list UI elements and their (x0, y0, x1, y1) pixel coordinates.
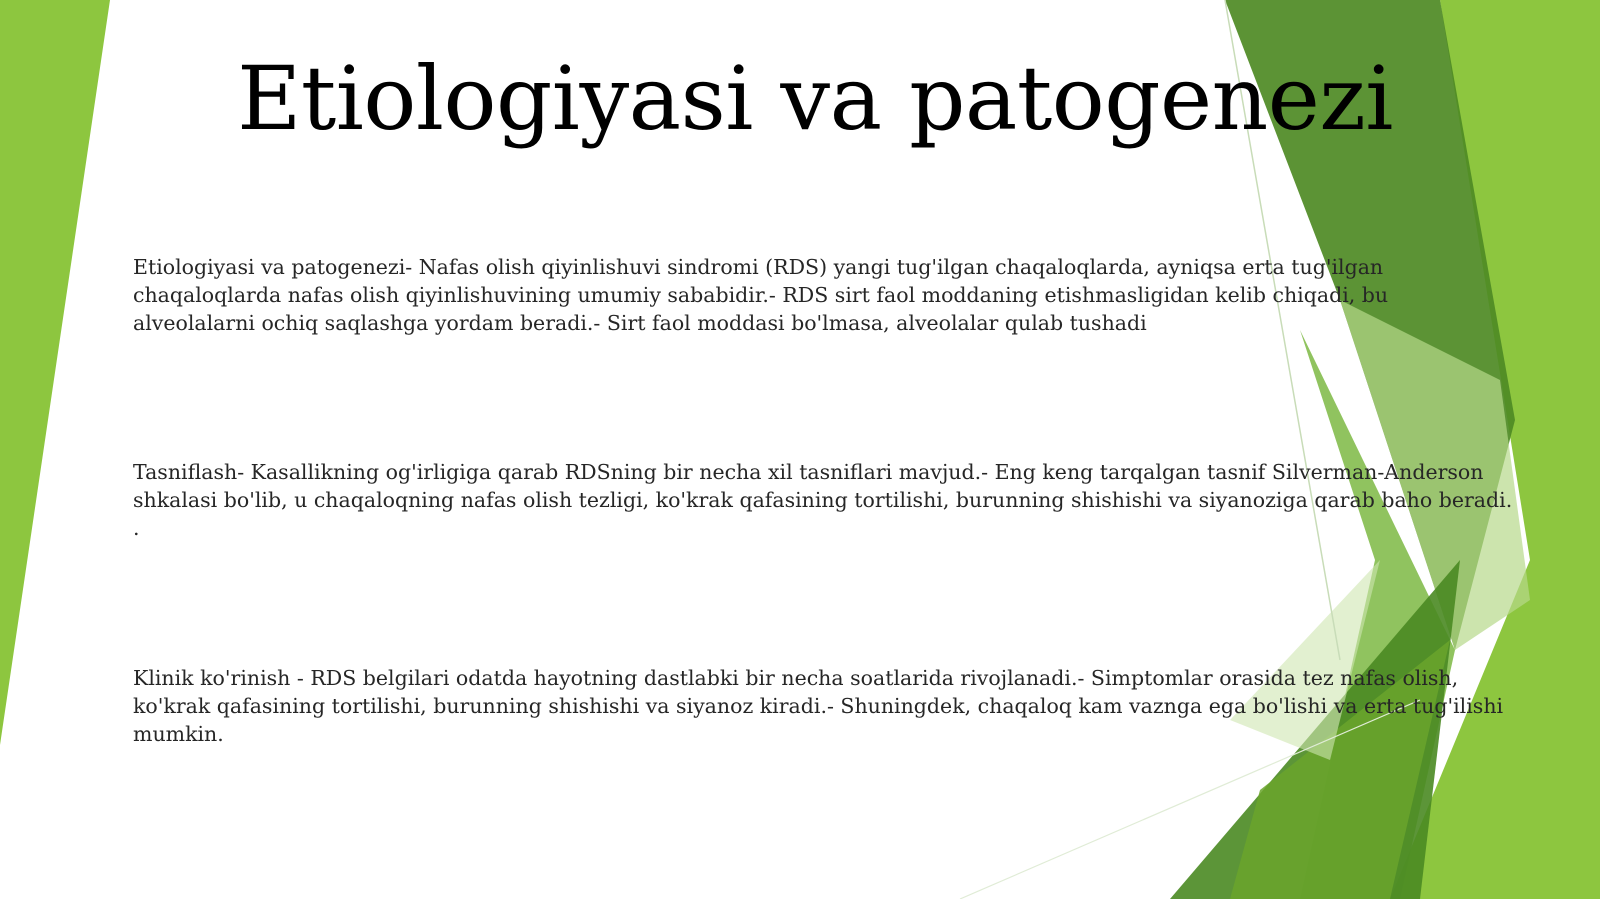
paragraph-classification: Tasniflash- Kasallikning og'irligiga qarab RDSning bir necha xil tasniflari mavjud.- Eng keng tarqalgan tasnif Silverman-Anderson shkalasi bo'lib, u chaqaloqning nafas olish tezligi, ko'krak qafasining tortilishi, burunning shishishi va siyanoziga qarab baho beradi. . (133, 460, 1513, 540)
slide-title: Etiologiyasi va patogenezi (237, 47, 1393, 150)
paragraph-clinical-picture: Klinik ko'rinish - RDS belgilari odatda hayotning dastlabki bir necha soatlarida rivojlanadi.- Simptomlar orasida tez nafas olish, ko'krak qafasining tortilishi, burunning shishishi va siyanoz kiradi.- Shuningdek, chaqaloq kam vaznga ega bo'lishi va erta tug'ilishi mumkin. (133, 666, 1504, 746)
paragraph-etiology: Etiologiyasi va patogenezi- Nafas olish qiyinlishuvi sindromi (RDS) yangi tug'ilgan chaqaloqlarda, ayniqsa erta tug'ilgan chaqaloqlarda nafas olish qiyinlishuvining umumiy sababidir.- RDS sirt faol moddaning etishmasligidan kelib chiqadi, bu alveolalarni ochiq saqlashga yordam beradi.- Sirt faol moddasi bo'lmasa, alveolalar qulab tushadi (133, 255, 1389, 335)
